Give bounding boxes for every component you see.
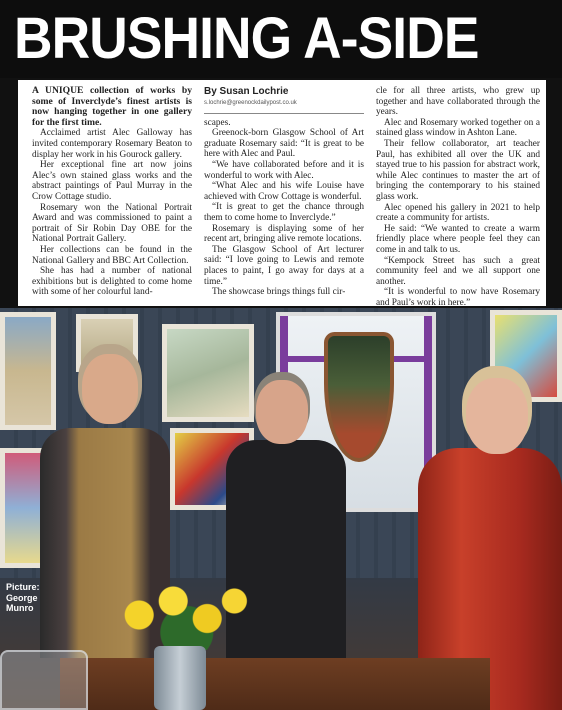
article-paragraph: Rosemary is displaying some of her recent art, bringing alive remote locations. <box>204 223 364 245</box>
article-paragraph: “What Alec and his wife Louise have achieved with Crow Cottage is wonderful. <box>204 181 364 202</box>
byline: By Susan Lochrie <box>204 86 289 97</box>
photo-credit: Picture: George Munro <box>6 582 40 613</box>
headline-bar <box>0 0 562 78</box>
article-paragraph: He said: “We wanted to create a warm friendly place where people feel they can come in and talk to us. <box>376 223 540 255</box>
yellow-roses <box>112 580 248 650</box>
article-paragraph: Alec opened his gallery in 2021 to help create a community for artists. <box>376 202 540 224</box>
article-body <box>18 80 546 306</box>
article-paragraph: cle for all three artists, who grew up together and have collaborated through the years. <box>376 86 540 118</box>
article-paragraph: scapes. <box>204 117 231 128</box>
article-paragraph: “We have collaborated before and it is wonderful to work with Alec. <box>204 159 364 181</box>
article-paragraph: She has had a number of national exhibitions but is delighted to come home with some of her colourful land- <box>32 266 192 298</box>
glass-jug <box>0 650 88 710</box>
article-paragraph: Greenock-born Glasgow School of Art graduate Rosemary said: “It is great to be here with Alec and Paul. <box>204 128 364 160</box>
article-paragraph: Their fellow collaborator, art teacher Paul, has exhibited all over the UK and stayed true to his passion for abstract work, while Alec continues to master the art of bringing the contemporary to his stained glass work. <box>376 138 540 202</box>
person-alec-head <box>82 354 138 424</box>
flower-vase <box>154 646 206 710</box>
article-paragraph: Alec and Rosemary worked together on a stained glass window in Ashton Lane. <box>376 117 540 139</box>
gallery-photo <box>0 308 562 710</box>
article-paragraph: “Kempock Street has such a great community feel and we all support one another. <box>376 255 540 287</box>
article-paragraph: “It is wonderful to now have Rosemary and Paul’s work in here.” <box>376 287 540 308</box>
article-paragraph: Her collections can be found in the National Gallery and BBC Art Collection. <box>32 244 192 266</box>
wooden-table <box>60 658 490 710</box>
article-paragraph: “It is great to get the chance through them to come home to Inverclyde.” <box>204 202 364 223</box>
painting-frame <box>0 312 56 430</box>
article-paragraph: Acclaimed artist Alec Galloway has invited contemporary Rosemary Beaton to display her work in his Gourock gallery. <box>32 128 192 160</box>
person-rosemary-head <box>466 378 528 454</box>
article-lead: A UNIQUE collection of works by some of Inverclyde’s finest artists is now hanging together in one gallery for the first time. <box>32 85 192 128</box>
article-column-2 <box>204 86 364 298</box>
painting-frame <box>162 324 254 422</box>
headline: BRUSHING A-SIDE <box>14 6 479 71</box>
person-paul-head <box>256 380 308 444</box>
article-paragraph: Her exceptional fine art now joins Alec’s own stained glass works and the abstract paintings of Paul Murray in the Crow Cottage studio. <box>32 160 192 202</box>
article-column-1 <box>32 86 192 298</box>
article-column-3 <box>376 86 540 308</box>
author-email: s.lochrie@greenockdailypost.co.uk <box>204 98 364 114</box>
article-paragraph: The Glasgow School of Art lecturer said: “I love going to Lewis and remote places to paint, I go away for days at a time.” <box>204 244 364 287</box>
article-paragraph: Rosemary won the National Portrait Award and was commissioned to paint a portrait of Sir Robin Day OBE for the National Portrait Gallery. <box>32 202 192 245</box>
article-paragraph: The showcase brings things full cir- <box>212 287 346 298</box>
